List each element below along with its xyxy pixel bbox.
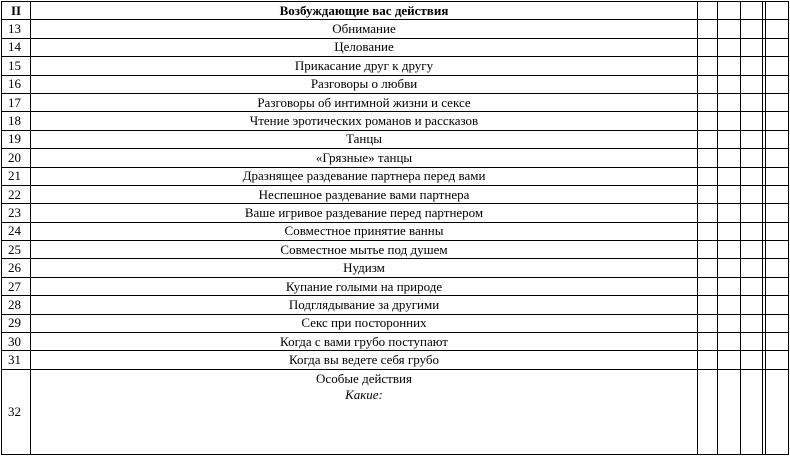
mark-cell[interactable] [698,167,718,185]
mark-cell[interactable] [766,314,789,332]
table-row [2,277,789,295]
mark-cell[interactable] [741,369,763,454]
mark-cell[interactable] [741,2,763,20]
row-number: 19 [2,130,31,148]
row-number: 22 [2,185,31,203]
row-number: 23 [2,204,31,222]
row-number: 17 [2,93,31,111]
mark-cell[interactable] [741,259,763,277]
mark-cell[interactable] [741,93,763,111]
row-number: 27 [2,277,31,295]
row-label: Разговоры об интимной жизни и сексе [31,93,698,111]
mark-cell[interactable] [741,75,763,93]
mark-cell[interactable] [766,93,789,111]
table-row [2,333,789,351]
mark-cell[interactable] [718,93,741,111]
mark-cell[interactable] [718,38,741,56]
mark-cell[interactable] [766,149,789,167]
table-row [2,185,789,203]
mark-cell[interactable] [718,259,741,277]
mark-cell[interactable] [741,57,763,75]
special-cell [31,369,698,454]
questionnaire-table [1,1,789,455]
row-number: 21 [2,167,31,185]
row-label: Чтение эротических романов и рассказов [31,112,698,130]
mark-cell[interactable] [718,57,741,75]
row-number: 24 [2,222,31,240]
mark-cell[interactable] [718,167,741,185]
mark-cell[interactable] [741,130,763,148]
mark-cell[interactable] [718,112,741,130]
mark-cell[interactable] [766,351,789,369]
special-row [2,369,789,454]
mark-cell[interactable] [698,57,718,75]
mark-cell[interactable] [766,204,789,222]
mark-cell[interactable] [741,20,763,38]
row-label: Дразнящее раздевание партнера перед вами [31,167,698,185]
mark-cell[interactable] [698,314,718,332]
table-row [2,259,789,277]
mark-cell[interactable] [741,167,763,185]
mark-cell[interactable] [698,149,718,167]
row-number: 13 [2,20,31,38]
mark-cell[interactable] [741,222,763,240]
row-label: Разговоры о любви [31,75,698,93]
row-number: 31 [2,351,31,369]
row-label: «Грязные» танцы [31,149,698,167]
mark-cell[interactable] [766,38,789,56]
mark-cell[interactable] [698,20,718,38]
mark-cell[interactable] [698,112,718,130]
mark-cell[interactable] [718,185,741,203]
row-label: Подглядывание за другими [31,296,698,314]
row-label: Когда с вами грубо поступают [31,333,698,351]
table-row [2,130,789,148]
mark-cell[interactable] [718,314,741,332]
row-label: Ваше игривое раздевание перед партнером [31,204,698,222]
mark-cell[interactable] [766,333,789,351]
mark-cell[interactable] [718,333,741,351]
row-label: Когда вы ведете себя грубо [31,351,698,369]
row-label: Целование [31,38,698,56]
mark-cell[interactable] [718,369,741,454]
mark-cell[interactable] [766,57,789,75]
mark-cell[interactable] [698,2,718,20]
row-number: 15 [2,57,31,75]
row-number: 25 [2,241,31,259]
table-row [2,241,789,259]
special-prompt: Какие: [345,386,383,402]
table-row [2,204,789,222]
special-label: Особые действия [316,370,412,386]
mark-cell[interactable] [718,277,741,295]
mark-cell[interactable] [698,222,718,240]
row-label: Прикасание друг к другу [31,57,698,75]
row-label: Совместное мытье под душем [31,241,698,259]
table-row [2,38,789,56]
mark-cell[interactable] [718,204,741,222]
mark-cell[interactable] [698,259,718,277]
row-number: 16 [2,75,31,93]
mark-cell[interactable] [718,241,741,259]
row-number: 28 [2,296,31,314]
table-row [2,149,789,167]
mark-cell[interactable] [741,185,763,203]
mark-cell[interactable] [766,167,789,185]
mark-cell[interactable] [741,351,763,369]
mark-cell[interactable] [741,149,763,167]
table-row [2,314,789,332]
mark-cell[interactable] [741,38,763,56]
mark-cell[interactable] [698,296,718,314]
mark-cell[interactable] [741,277,763,295]
mark-cell[interactable] [698,204,718,222]
mark-cell[interactable] [766,130,789,148]
row-label: Неспешное раздевание вами партнера [31,185,698,203]
mark-cell[interactable] [718,75,741,93]
mark-cell[interactable] [698,351,718,369]
mark-cell[interactable] [766,2,789,20]
mark-cell[interactable] [698,93,718,111]
mark-cell[interactable] [718,2,741,20]
row-number: 30 [2,333,31,351]
table-row [2,57,789,75]
mark-cell[interactable] [766,222,789,240]
row-number: 14 [2,38,31,56]
table-row [2,167,789,185]
row-number: 20 [2,149,31,167]
row-label: Танцы [31,130,698,148]
row-number: 29 [2,314,31,332]
row-number: 32 [2,369,31,454]
mark-cell[interactable] [766,259,789,277]
mark-cell[interactable] [698,241,718,259]
mark-cell[interactable] [698,75,718,93]
mark-cell[interactable] [698,185,718,203]
mark-cell[interactable] [718,130,741,148]
mark-cell[interactable] [741,204,763,222]
section-title: Возбуждающие вас действия [31,2,698,20]
table-row [2,75,789,93]
row-label: Купание голыми на природе [31,277,698,295]
section-number: II [2,2,31,20]
table-row [2,222,789,240]
mark-cell[interactable] [698,369,718,454]
table-row [2,93,789,111]
mark-cell[interactable] [718,351,741,369]
mark-cell[interactable] [766,185,789,203]
mark-cell[interactable] [766,277,789,295]
mark-cell[interactable] [741,296,763,314]
mark-cell[interactable] [718,296,741,314]
table-row [2,112,789,130]
row-number: 18 [2,112,31,130]
mark-cell[interactable] [766,112,789,130]
section-header-row [2,2,789,20]
mark-cell[interactable] [698,38,718,56]
row-label: Секс при посторонних [31,314,698,332]
row-label: Совместное принятие ванны [31,222,698,240]
mark-cell[interactable] [741,112,763,130]
table-row [2,351,789,369]
mark-cell[interactable] [698,130,718,148]
mark-cell[interactable] [766,241,789,259]
table-row [2,296,789,314]
row-label: Нудизм [31,259,698,277]
mark-cell[interactable] [741,241,763,259]
row-number: 26 [2,259,31,277]
table-row [2,20,789,38]
mark-cell[interactable] [741,333,763,351]
row-label: Обнимание [31,20,698,38]
mark-cell[interactable] [766,75,789,93]
mark-cell[interactable] [718,20,741,38]
mark-cell[interactable] [718,222,741,240]
mark-cell[interactable] [766,369,789,454]
mark-cell[interactable] [698,333,718,351]
mark-cell[interactable] [698,277,718,295]
mark-cell[interactable] [766,296,789,314]
rows-body [2,20,789,369]
mark-cell[interactable] [718,149,741,167]
mark-cell[interactable] [766,20,789,38]
mark-cell[interactable] [741,314,763,332]
